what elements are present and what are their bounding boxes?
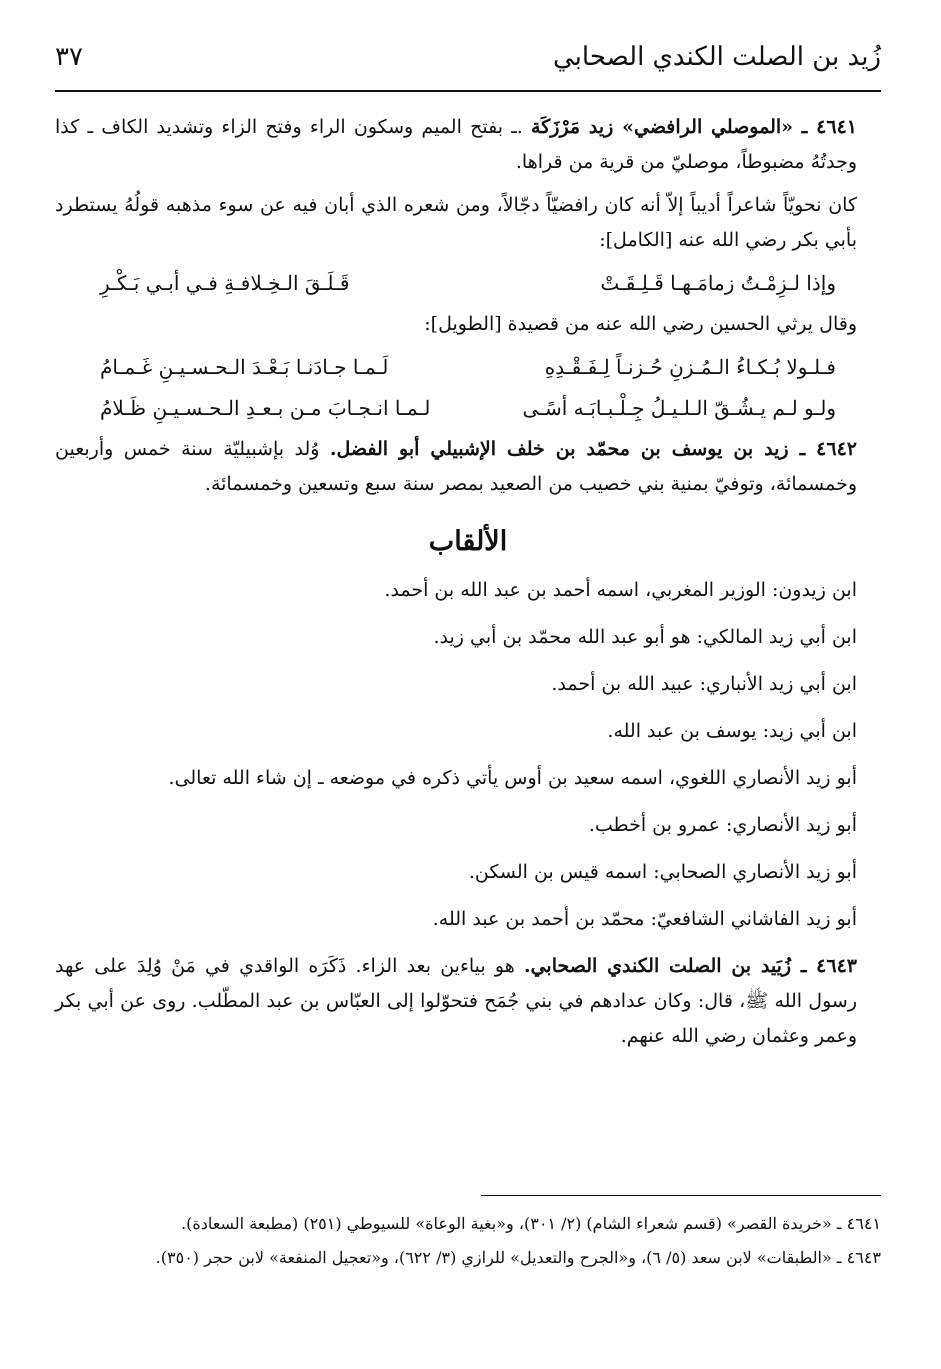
laqab-item: أبو زيد الأنصاري: عمرو بن أخطب. [588, 814, 857, 836]
entry-4642 [55, 432, 881, 502]
verse-hemistich-second: قَـلَـقَ الـخِـلافـةِ فـي أبـي بَـكْـرِ [100, 271, 350, 295]
section-title: الألقاب [428, 526, 508, 557]
entry-heading: ٤٦٤٢ ـ زيد بن يوسف بن محمّد بن خلف الإشبيلي أبو الفضل. [329, 438, 857, 460]
verse-hemistich-second: لَـمـا جـادَنـا بَـعْـدَ الـحـسـيـنِ غَـمـامُ [100, 355, 389, 379]
laqab-item: ابن أبي زيد الأنباري: عبيد الله بن أحمد. [551, 673, 857, 695]
footnote-item: ٤٦٤١ ـ «خريدة القصر» (قسم شعراء الشام) (٢/ ٣٠١)، و«بغية الوعاة» للسيوطي (٢٥١) (مطبعة السعادة). [181, 1214, 881, 1233]
footnotes [55, 1208, 881, 1276]
entry-heading: ٤٦٤٣ ـ زُيَيد بن الصلت الكندي الصحابي. [523, 955, 857, 977]
laqab-item: ابن أبي زيد المالكي: هو أبو عبد الله محمّد بن أبي زيد. [433, 626, 857, 648]
verse-line [100, 391, 836, 426]
laqab-item: أبو زيد الفاشاني الشافعيّ: محمّد بن أحمد بن عبد الله. [432, 908, 857, 930]
entry-4643 [55, 949, 881, 1054]
page-number: ٣٧ [55, 42, 83, 72]
entry-4641 [55, 110, 881, 180]
running-title: زُيد بن الصلت الكندي الصحابي [552, 42, 881, 72]
laqab-item: أبو زيد الأنصاري اللغوي، اسمه سعيد بن أوس يأتي ذكره في موضعه ـ إن شاء الله تعالى. [168, 767, 857, 789]
entry-text: وُلد بإشبيليّة سنة خمس وأربعين وخمسمائة، وتوفيّ بمنية بني خصيب من الصعيد بمصر سنة سبع وتسعين وخمسمائة. [55, 438, 857, 495]
verse-hemistich-second: لـمـا انـجـابَ مـن بـعـدِ الـحـسـيـنِ ظَـلامُ [100, 396, 431, 420]
verse-line [100, 350, 836, 385]
verse-hemistich-first: فـلـولا بُـكـاءُ الـمُـزنِ حُـزنـاً لِـفَـقْـدِهِ [544, 355, 836, 379]
entry-4641-paragraph: كان نحويّاً شاعراً أديباً إلاّ أنه كان رافضيّاً دجّالاً، ومن شعره الذي أبان فيه عن سوء مذهبه قولُهُ يستطرد بأبي بكر رضي الله عنه [الكامل]: [55, 194, 857, 251]
footnote-divider [481, 1195, 881, 1196]
footnote-item: ٤٦٤٣ ـ «الطبقات» لابن سعد (٥/ ٦)، و«الجرح والتعديل» للرازي (٣/ ٦٢٢)، و«تعجيل المنفعة» لابن حجر (٣٥٠). [155, 1248, 881, 1267]
verse-hemistich-first: وإذا لـزِمْـتُ زمامَـهـا قَـلِـقَـتْ [600, 271, 836, 295]
page-header [55, 40, 881, 92]
page-body [55, 110, 881, 1062]
verse-hemistich-first: ولـو لـم يـشُـقّ الـلـيـلُ جِـلْـبـابَـه أسًـى [522, 396, 836, 420]
entry-text: .ـ بفتح الميم وسكون الراء وفتح الزاء وتشديد الكاف ـ كذا وجدتُهُ مضبوطاً، موصليّ من قرية من قراها. [55, 116, 857, 173]
laqab-item: ابن أبي زيد: يوسف بن عبد الله. [607, 720, 857, 742]
entry-heading: ٤٦٤١ ـ «الموصلي الرافضي» زيد مَرْزَكَة [531, 116, 857, 138]
verse-line [100, 266, 836, 301]
laqab-item: أبو زيد الأنصاري الصحابي: اسمه قيس بن السكن. [468, 861, 857, 883]
entry-text: هو بياءين بعد الزاء. ذَكَرَه الواقدي في مَنْ وُلِدَ على عهد رسول الله ﷺ، قال: وكان عدادهم في بني جُمَح فتحوّلوا إلى العبّاس بن عبد المطّلب. روى عن أبي بكر وعمر وعثمان رضي الله عنهم. [55, 955, 857, 1047]
entry-4641-paragraph: وقال يرثي الحسين رضي الله عنه من قصيدة [الطويل]: [424, 313, 857, 335]
laqab-item: ابن زيدون: الوزير المغربي، اسمه أحمد بن عبد الله بن أحمد. [384, 579, 857, 601]
